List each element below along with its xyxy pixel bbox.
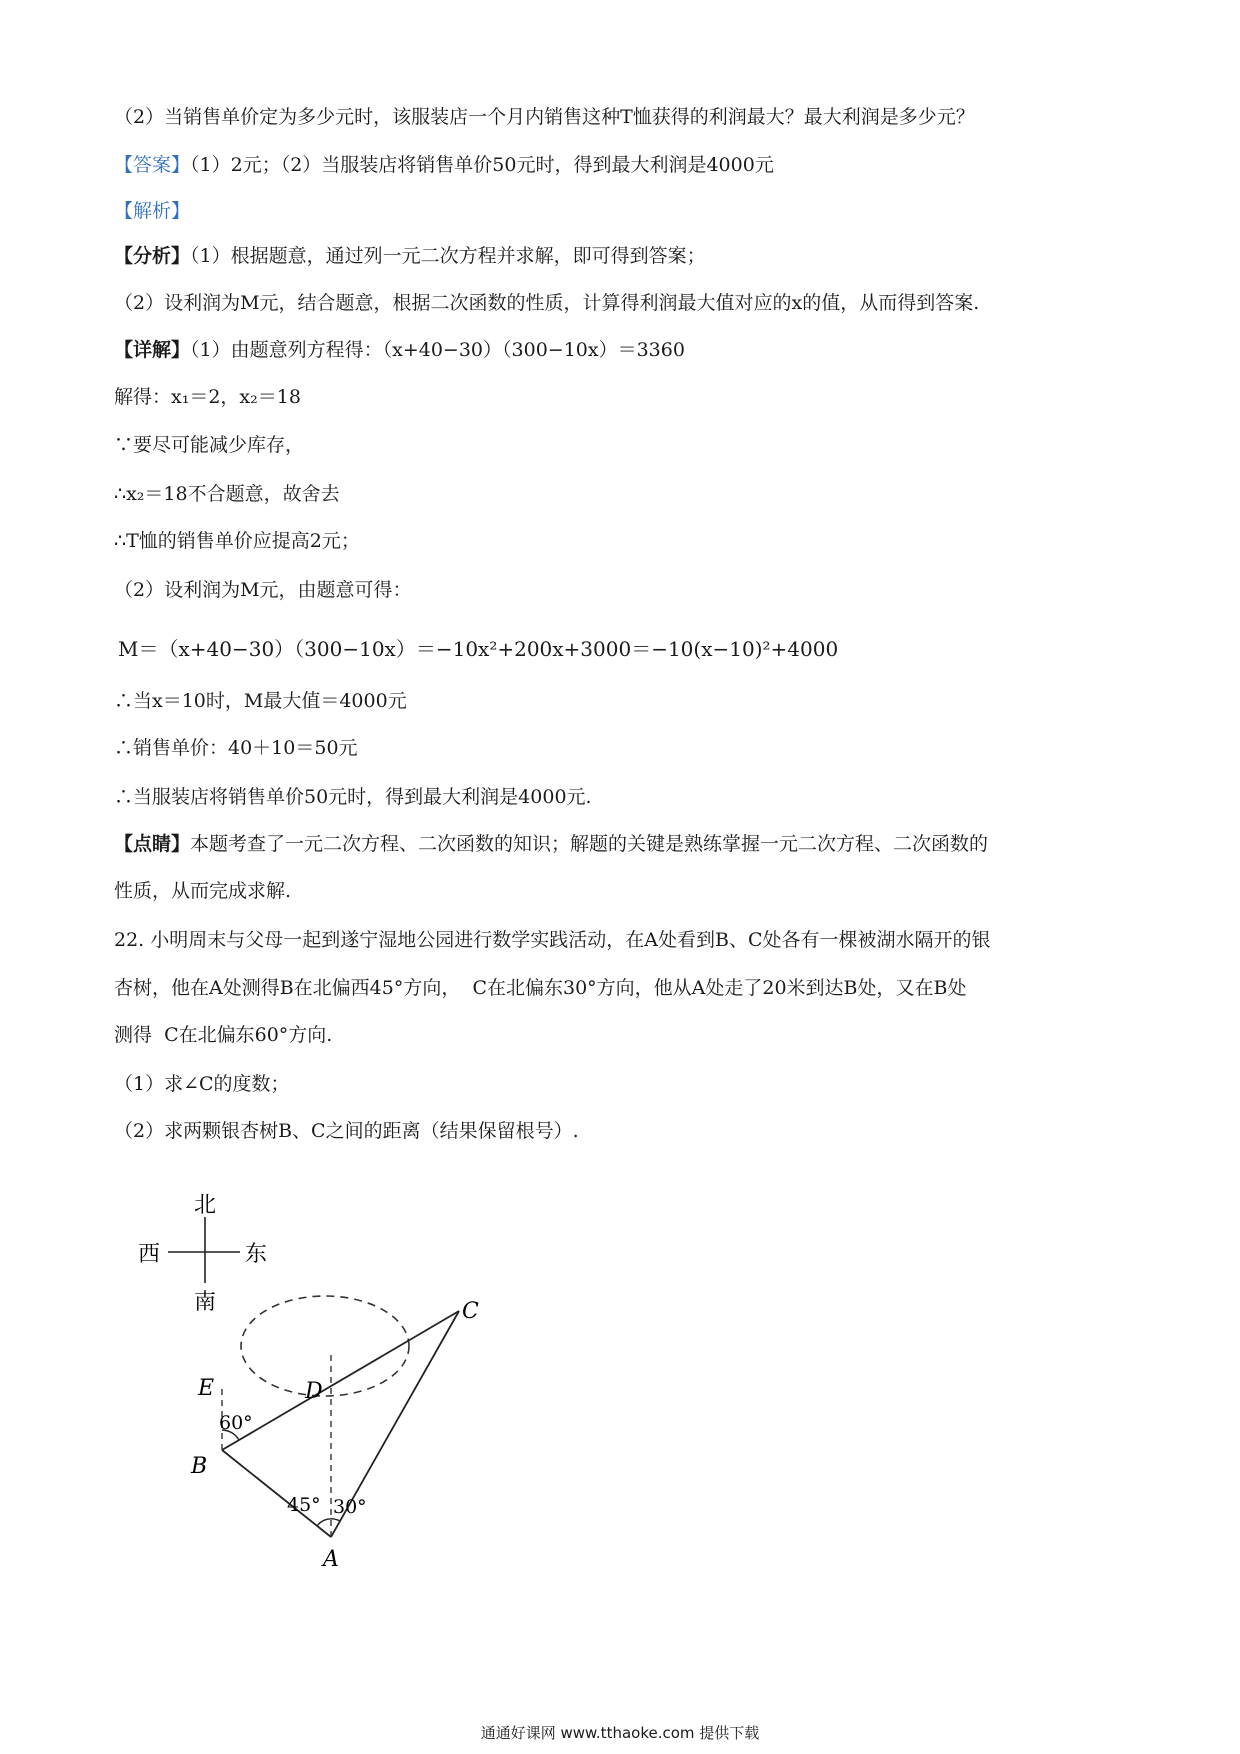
- label-C: C: [462, 1299, 479, 1324]
- compass: [138, 1193, 267, 1315]
- comment-2: 性质，从而完成求解.: [114, 880, 292, 902]
- therefore-1: ∴x₂＝18不合题意，故舍去: [114, 483, 340, 505]
- angle-label-45: 45°: [287, 1494, 321, 1516]
- footer-watermark: 通通好课网 www.tthaoke.com 提供下载: [480, 1724, 760, 1742]
- answer-tag: 【答案】: [114, 154, 191, 176]
- label-E: E: [198, 1376, 215, 1401]
- angle-label-60: 60°: [219, 1412, 253, 1434]
- compass-south-label: 南: [194, 1290, 217, 1315]
- therefore-5: ∴当服装店将销售单价50元时，得到最大利润是4000元.: [114, 786, 592, 808]
- solve-1: 解得：x₁＝2，x₂＝18: [114, 386, 301, 408]
- angle-arc-A: [317, 1519, 340, 1526]
- because-1: ∵要尽可能减少库存，: [114, 434, 305, 456]
- lake-outline: [241, 1296, 409, 1396]
- detail-1: （1）由题意列方程得：（x+40−30）（300−10x）＝3360: [190, 339, 685, 361]
- detail-tag: 【详解】: [114, 339, 191, 361]
- analysis-1: （1）根据题意，通过列一元二次方程并求解，即可得到答案；: [190, 245, 706, 267]
- q22-line-3: 测得 C在北偏东60°方向.: [114, 1024, 333, 1046]
- answer-text: （1）2元；（2）当服装店将销售单价50元时，得到最大利润是4000元: [190, 154, 774, 176]
- compass-north-label: 北: [194, 1193, 217, 1218]
- comment-1: 本题考查了一元二次方程、二次函数的知识；解题的关键是熟练掌握一元二次方程、二次函数的: [190, 833, 989, 855]
- compass-east-label: 东: [245, 1242, 268, 1267]
- angle-label-30: 30°: [333, 1496, 367, 1518]
- therefore-2: ∴T恤的销售单价应提高2元；: [114, 530, 360, 552]
- compass-west-label: 西: [138, 1242, 161, 1267]
- q22-sub-1: （1）求∠C的度数；: [114, 1073, 290, 1095]
- segment-BC: [222, 1311, 459, 1450]
- therefore-4: ∴销售单价：40＋10＝50元: [114, 737, 358, 759]
- label-B: B: [191, 1454, 208, 1479]
- label-A: A: [323, 1547, 339, 1572]
- analysis-2: （2）设利润为M元，结合题意，根据二次函数的性质，计算得利润最大值对应的x的值，从而得到答案.: [114, 292, 980, 314]
- formula: M＝（x+40−30）（300−10x）＝−10x²+200x+3000＝−10(x−10)²+4000: [118, 637, 839, 661]
- q22-line-2: 杏树，他在A处测得B在北偏西45°方向， C在北偏东30°方向，他从A处走了20米到达B处，又在B处: [114, 977, 967, 999]
- part2-1: （2）设利润为M元，由题意可得：: [114, 579, 412, 601]
- therefore-3: ∴当x＝10时，M最大值＝4000元: [114, 690, 407, 712]
- q21-part2-question: （2）当销售单价定为多少元时，该服装店一个月内销售这种T恤获得的利润最大？最大利润是多少元？: [114, 106, 975, 128]
- analysis-tag: 【分析】: [114, 245, 191, 267]
- q22-line-1: 22. 小明周末与父母一起到遂宁湿地公园进行数学实践活动，在A处看到B、C处各有一棵被湖水隔开的银: [114, 929, 991, 951]
- jiexi-tag: 【解析】: [114, 200, 191, 222]
- q22-sub-2: （2）求两颗银杏树B、C之间的距离（结果保留根号）.: [114, 1120, 579, 1142]
- label-D: D: [305, 1379, 323, 1404]
- comment-tag: 【点睛】: [114, 833, 191, 855]
